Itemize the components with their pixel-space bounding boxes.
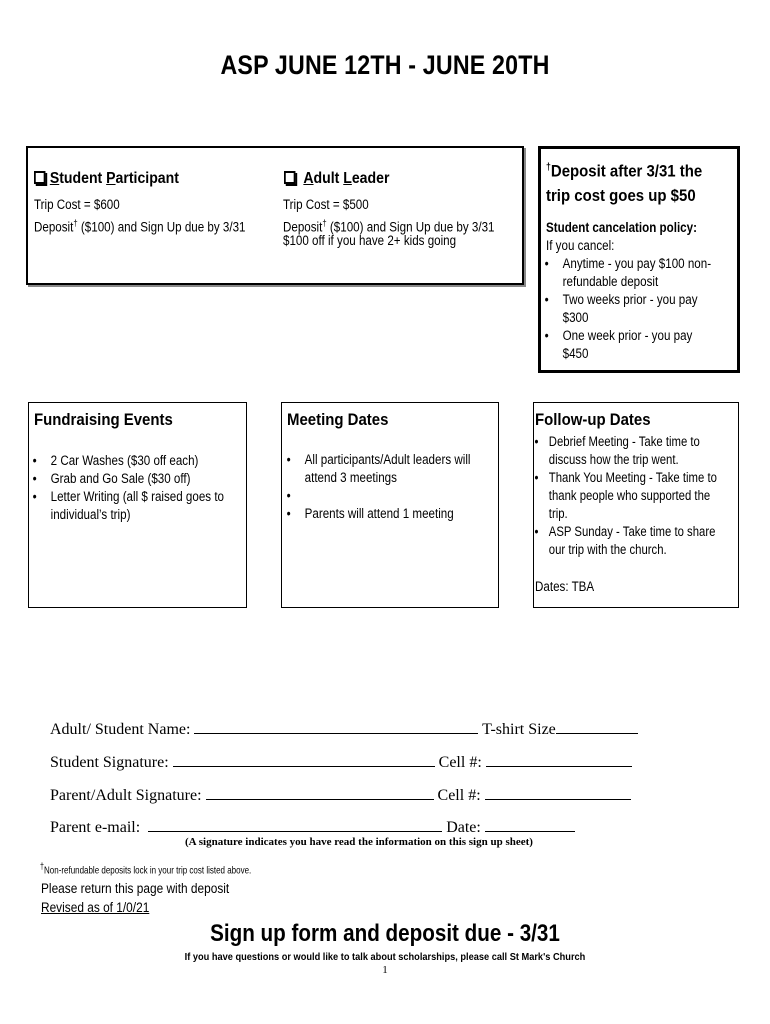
date-field[interactable] (485, 817, 575, 832)
parent-signature-label: Parent/Adult Signature: (50, 787, 202, 804)
list-item: • Letter Writing (all $ raised goes to individual’s trip) (30, 488, 224, 524)
list-item: • 2 Car Washes ($30 off each) (30, 452, 224, 470)
adult-checkbox[interactable] (284, 171, 295, 184)
student-trip-cost: Trip Cost = $600 (34, 197, 120, 212)
list-item: • Parents will attend 1 meeting (284, 505, 470, 523)
list-item (284, 487, 470, 505)
adult-discount: $100 off if you have 2+ kids going (283, 233, 457, 248)
student-signature-row (50, 752, 632, 772)
deposit-heading: †Deposit after 3/31 the trip cost goes up $50 (546, 161, 703, 205)
student-participant-heading: Student Participant (34, 170, 179, 188)
name-row (50, 719, 638, 739)
cancel-list (542, 255, 711, 363)
page-number: 1 (382, 964, 388, 976)
revised-date: Revised as of 1/0/21 (41, 900, 150, 915)
date-label: Date: (446, 819, 481, 836)
email-label: Parent e-mail: (50, 819, 141, 836)
cell-label: Cell #: (437, 787, 481, 804)
tshirt-label: T-shirt Size (482, 721, 556, 738)
list-item: • Two weeks prior - you pay $300 (542, 291, 711, 327)
nonrefundable-note: †Non-refundable deposits lock in your trip cost listed above. (40, 861, 252, 877)
student-deposit: Deposit† ($100) and Sign Up due by 3/31 (34, 218, 246, 235)
fundraising-title: Fundraising Events (34, 410, 173, 429)
student-signature-field[interactable] (173, 752, 435, 767)
page-title: ASP JUNE 12TH - JUNE 20TH (220, 50, 550, 80)
adult-leader-heading: Adult Leader (284, 170, 389, 188)
return-note: Please return this page with deposit (41, 881, 230, 896)
cancelation-policy-title: Student cancelation policy: (546, 220, 697, 235)
meeting-list (284, 451, 470, 523)
list-item: • One week prior - you pay $450 (542, 327, 711, 363)
if-you-cancel: If you cancel: (546, 238, 615, 253)
followup-title: Follow-up Dates (535, 410, 651, 429)
tshirt-field[interactable] (556, 719, 638, 734)
adult-deposit: Deposit† ($100) and Sign Up due by 3/31 (283, 218, 495, 235)
parent-signature-row (50, 785, 631, 805)
parent-cell-field[interactable] (485, 785, 631, 800)
due-heading: Sign up form and deposit due - 3/31 (210, 920, 560, 947)
adult-trip-cost: Trip Cost = $500 (283, 197, 369, 212)
followup-dates: Dates: TBA (535, 579, 595, 594)
student-checkbox[interactable] (34, 171, 45, 184)
signature-note: (A signature indicates you have read the information on this sign up sheet) (185, 836, 533, 848)
list-item: • Anytime - you pay $100 non- refundable deposit (542, 255, 711, 291)
list-item: • Thank You Meeting - Take time to thank people who supported the trip. (532, 469, 717, 523)
meeting-dates-title: Meeting Dates (287, 410, 389, 429)
questions-note: If you have questions or would like to talk about scholarships, please call St Mark's Church (184, 951, 586, 963)
list-item: • Grab and Go Sale ($30 off) (30, 470, 224, 488)
list-item: • ASP Sunday - Take time to share our trip with the church. (532, 523, 717, 559)
parent-email-row (50, 817, 575, 837)
cell-label: Cell #: (438, 754, 482, 771)
list-item: • All participants/Adult leaders will attend 3 meetings (284, 451, 470, 487)
student-cell-field[interactable] (486, 752, 632, 767)
parent-email-field[interactable] (148, 817, 442, 832)
parent-signature-field[interactable] (206, 785, 434, 800)
name-label: Adult/ Student Name: (50, 721, 191, 738)
list-item: • Debrief Meeting - Take time to discuss how the trip went. (532, 433, 717, 469)
fundraising-list (30, 452, 224, 524)
followup-list (532, 433, 717, 559)
student-signature-label: Student Signature: (50, 754, 169, 771)
name-field[interactable] (194, 719, 478, 734)
